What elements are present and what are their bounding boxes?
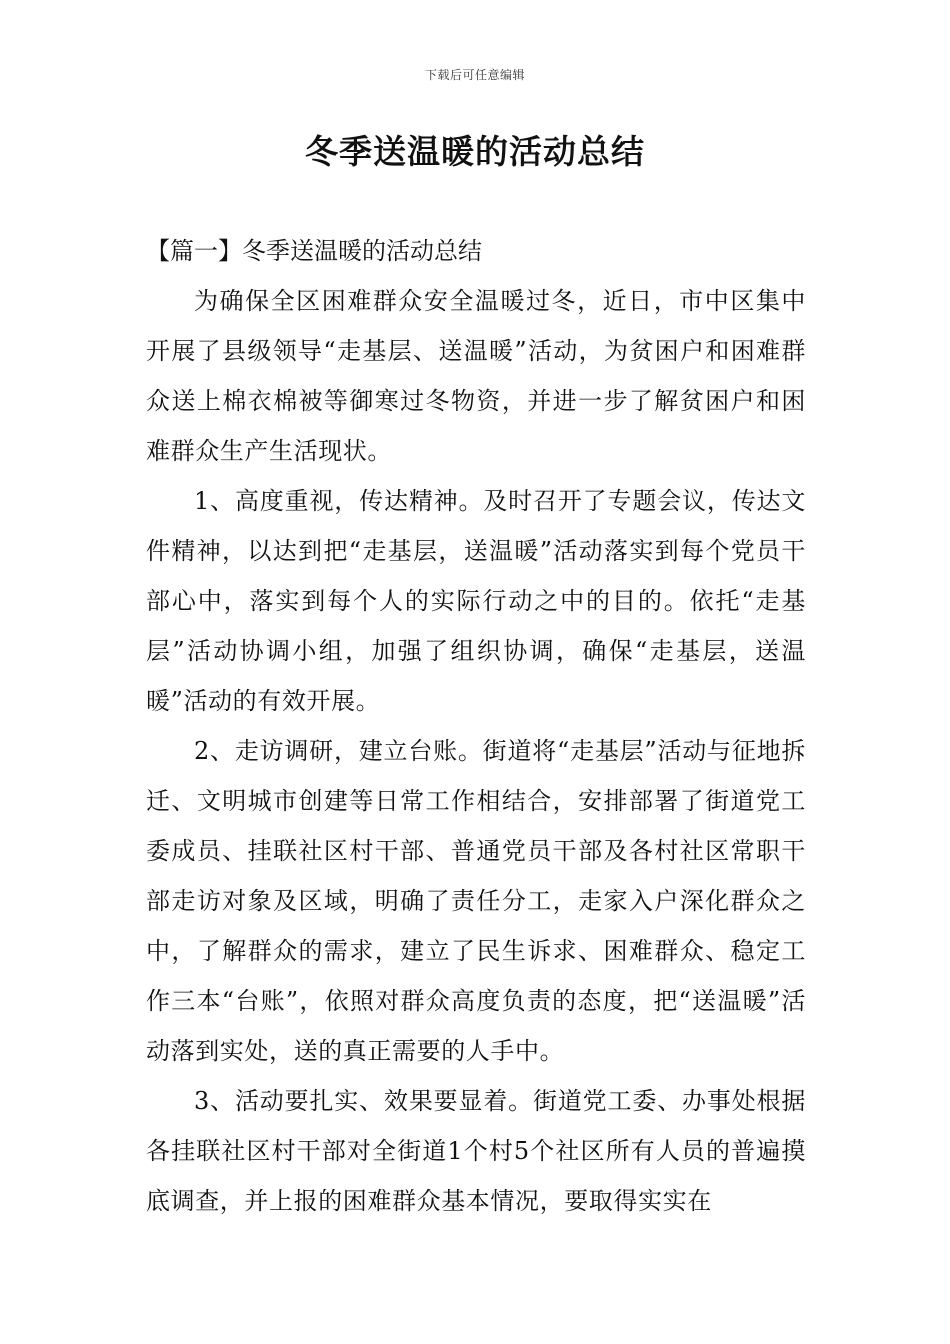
document-body <box>146 226 806 1226</box>
document-title: 冬季送温暖的活动总结 <box>305 132 645 171</box>
paragraph-point-1: 1、高度重视，传达精神。及时召开了专题会议，传达文件精神，以达到把“走基层，送温暖”活动落实到每个党员干部心中，落实到每个人的实际行动之中的目的。依托“走基层”活动协调小组，加强了组织协调，确保“走基层，送温暖”活动的有效开展。 <box>146 487 806 715</box>
section-heading: 【篇一】冬季送温暖的活动总结 <box>146 237 482 265</box>
paragraph-intro: 为确保全区困难群众安全温暖过冬，近日，市中区集中开展了县级领导“走基层、送温暖”活动，为贫困户和困难群众送上棉衣棉被等御寒过冬物资，并进一步了解贫困户和困难群众生产生活现状。 <box>146 287 806 465</box>
header-note: 下载后可任意编辑 <box>424 68 525 82</box>
paragraph-point-2: 2、走访调研，建立台账。街道将“走基层”活动与征地拆迁、文明城市创建等日常工作相结合，安排部署了街道党工委成员、挂联社区村干部、普通党员干部及各村社区常职干部走访对象及区域，明确了责任分工，走家入户深化群众之中，了解群众的需求，建立了民生诉求、困难群众、稳定工作三本“台账”，依照对群众高度负责的态度，把“送温暖”活动落到实处，送的真正需要的人手中。 <box>146 737 806 1065</box>
paragraph-point-3: 3、活动要扎实、效果要显着。街道党工委、办事处根据各挂联社区村干部对全街道1个村5个社区所有人员的普遍摸底调查，并上报的困难群众基本情况，要取得实实在 <box>146 1087 806 1215</box>
